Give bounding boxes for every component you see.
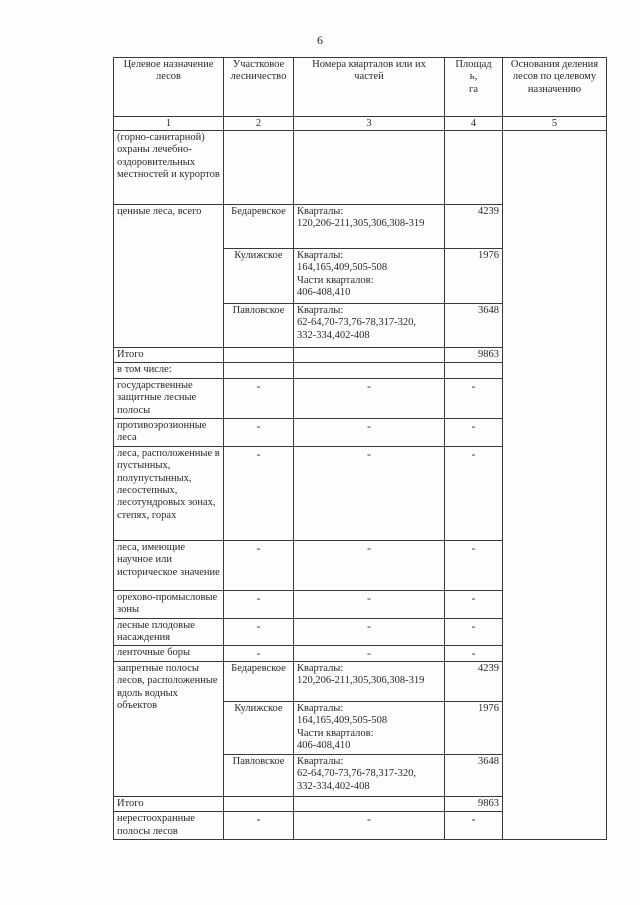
forestry-cell: Кулижское bbox=[224, 701, 294, 754]
column-number: 3 bbox=[294, 117, 445, 131]
area-cell: 1976 bbox=[445, 249, 503, 304]
purpose-cell: ценные леса, всего bbox=[114, 205, 224, 348]
area-cell: - bbox=[445, 446, 503, 540]
total-label: Итого bbox=[114, 348, 224, 363]
area-cell: - bbox=[445, 812, 503, 840]
area-cell: - bbox=[445, 590, 503, 618]
quarters-cell: - bbox=[294, 618, 445, 646]
area-cell: - bbox=[445, 419, 503, 447]
area-cell: 3648 bbox=[445, 754, 503, 796]
area-cell: - bbox=[445, 540, 503, 590]
quarters-cell: Кварталы: 120,206-211,305,306,308-319 bbox=[294, 205, 445, 249]
header-basis: Основания деления лесов по целевому назначению bbox=[503, 58, 607, 117]
purpose-cell: запретные полосы лесов, расположенные вдоль водных объектов bbox=[114, 661, 224, 796]
forestry-cell: - bbox=[224, 618, 294, 646]
area-cell: 3648 bbox=[445, 304, 503, 348]
quarters-cell: Кварталы: 164,165,409,505-508 Части кварталов: 406-408,410 bbox=[294, 701, 445, 754]
forest-purpose-table bbox=[113, 57, 607, 840]
header-area: Площад ь, га bbox=[445, 58, 503, 117]
quarters-cell: Кварталы: 164,165,409,505-508 Части кварталов: 406-408,410 bbox=[294, 249, 445, 304]
forestry-cell: Кулижское bbox=[224, 249, 294, 304]
quarters-cell: - bbox=[294, 590, 445, 618]
area-cell: 1976 bbox=[445, 701, 503, 754]
forestry-cell: Бедаревское bbox=[224, 661, 294, 701]
basis-cell bbox=[503, 131, 607, 840]
total-label: Итого bbox=[114, 796, 224, 811]
purpose-cell: леса, имеющие научное или историческое значение bbox=[114, 540, 224, 590]
forestry-cell: Бедаревское bbox=[224, 205, 294, 249]
header-forestry: Участковое лесничество bbox=[224, 58, 294, 117]
purpose-cell: (горно-санитарной) охраны лечебно-оздоровительных местностей и курортов bbox=[114, 131, 224, 205]
forestry-cell: - bbox=[224, 590, 294, 618]
column-number: 4 bbox=[445, 117, 503, 131]
including-label: в том числе: bbox=[114, 363, 224, 378]
quarters-cell: - bbox=[294, 646, 445, 661]
forestry-cell: - bbox=[224, 446, 294, 540]
area-cell: - bbox=[445, 378, 503, 418]
forestry-cell: - bbox=[224, 378, 294, 418]
quarters-cell: - bbox=[294, 446, 445, 540]
quarters-cell: Кварталы: 120,206-211,305,306,308-319 bbox=[294, 661, 445, 701]
column-number: 5 bbox=[503, 117, 607, 131]
column-number: 2 bbox=[224, 117, 294, 131]
forestry-cell: - bbox=[224, 419, 294, 447]
purpose-cell: нерестоохранные полосы лесов bbox=[114, 812, 224, 840]
header-row bbox=[114, 58, 607, 117]
total-area: 9863 bbox=[445, 796, 503, 811]
purpose-cell: орехово-промысловые зоны bbox=[114, 590, 224, 618]
quarters-cell: - bbox=[294, 812, 445, 840]
forestry-cell: Павловское bbox=[224, 754, 294, 796]
quarters-cell: - bbox=[294, 419, 445, 447]
area-cell: 4239 bbox=[445, 661, 503, 701]
header-quarters: Номера кварталов или их частей bbox=[294, 58, 445, 117]
column-number: 1 bbox=[114, 117, 224, 131]
forestry-cell: - bbox=[224, 646, 294, 661]
quarters-cell: Кварталы: 62-64,70-73,76-78,317-320, 332-334,402-408 bbox=[294, 754, 445, 796]
purpose-cell: государственные защитные лесные полосы bbox=[114, 378, 224, 418]
page-number: 6 bbox=[317, 33, 323, 47]
purpose-cell: леса, расположенные в пустынных, полупустынных, лесостепных, лесотундровых зонах, степях, горах bbox=[114, 446, 224, 540]
quarters-cell: Кварталы: 62-64,70-73,76-78,317-320, 332-334,402-408 bbox=[294, 304, 445, 348]
forestry-cell: - bbox=[224, 540, 294, 590]
area-cell: - bbox=[445, 618, 503, 646]
purpose-cell: лесные плодовые насаждения bbox=[114, 618, 224, 646]
area-cell: - bbox=[445, 646, 503, 661]
column-number-row bbox=[114, 117, 607, 131]
area-cell: 4239 bbox=[445, 205, 503, 249]
table-row bbox=[114, 131, 607, 205]
purpose-cell: противоэрозионные леса bbox=[114, 419, 224, 447]
purpose-cell: ленточные боры bbox=[114, 646, 224, 661]
header-purpose: Целевое назначение лесов bbox=[114, 58, 224, 117]
total-area: 9863 bbox=[445, 348, 503, 363]
forestry-cell: - bbox=[224, 812, 294, 840]
quarters-cell: - bbox=[294, 378, 445, 418]
forestry-cell: Павловское bbox=[224, 304, 294, 348]
quarters-cell: - bbox=[294, 540, 445, 590]
